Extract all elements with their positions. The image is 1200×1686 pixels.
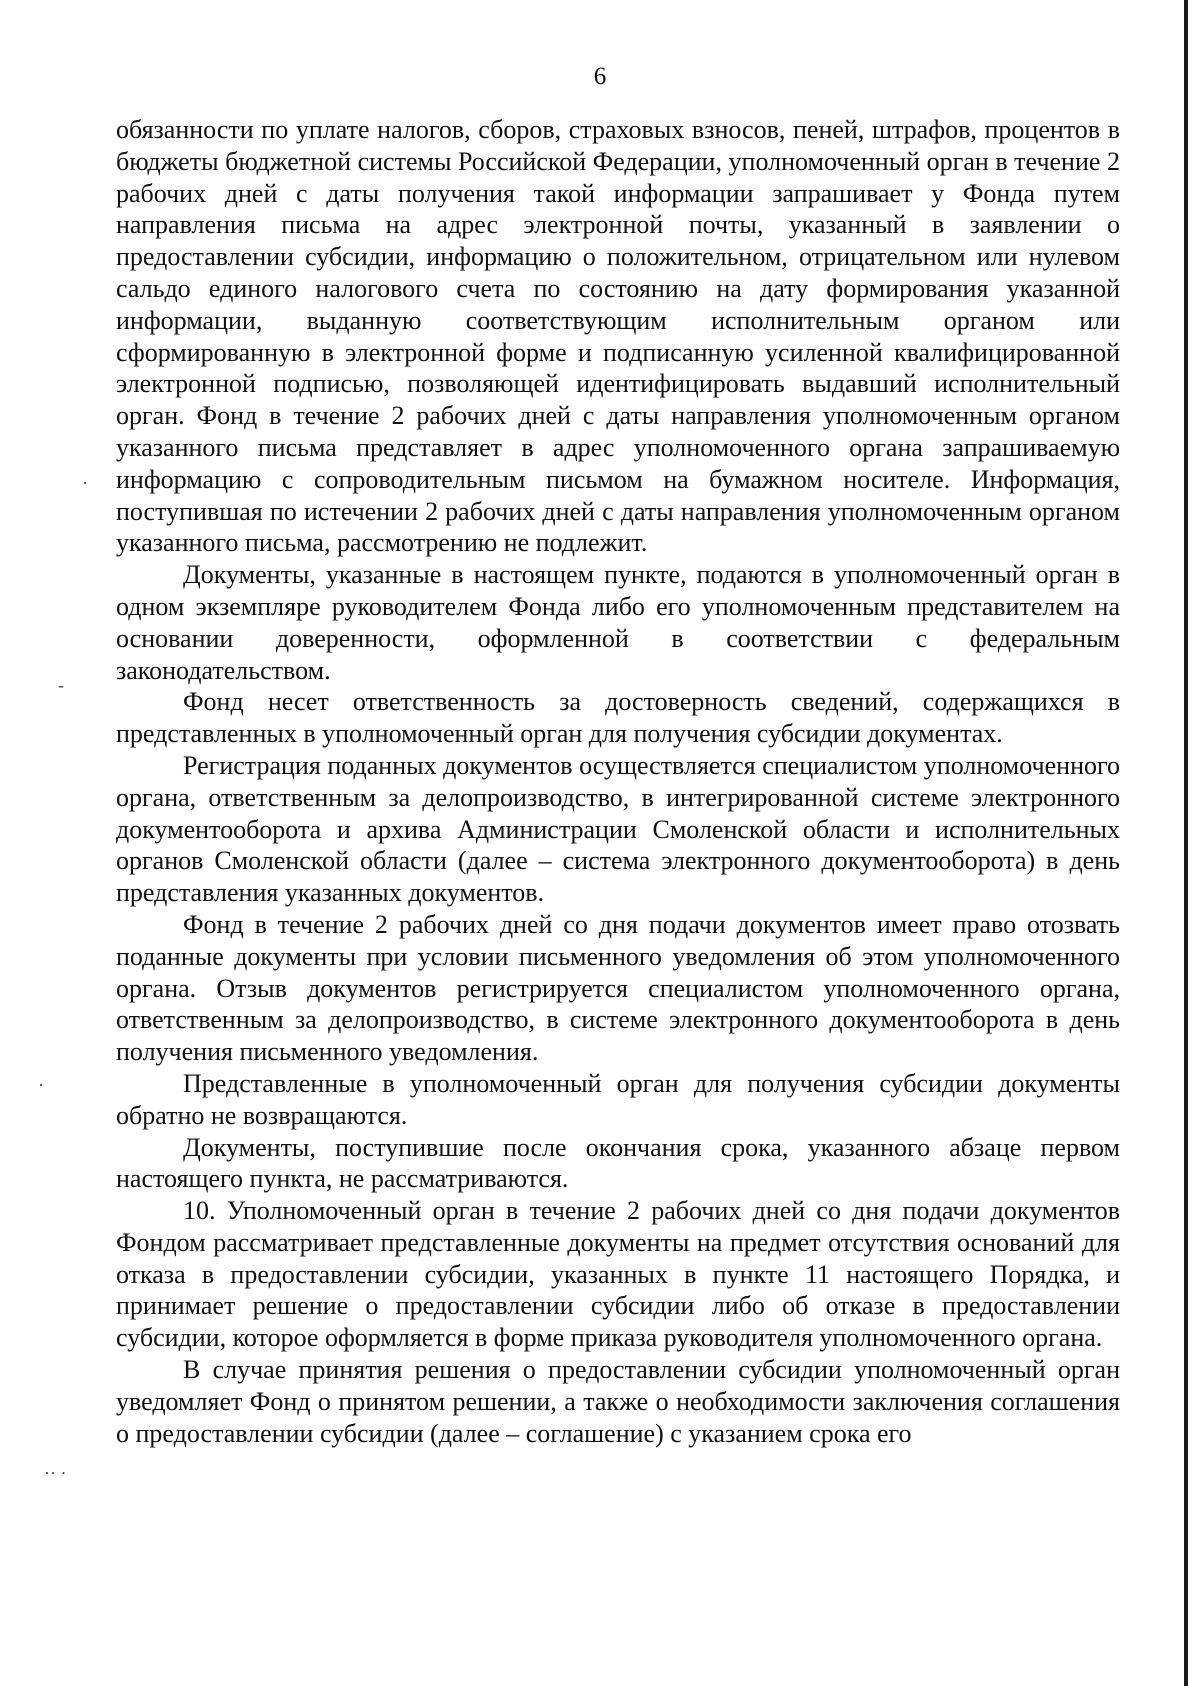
scan-edge-line [1184, 0, 1188, 1686]
paragraph-6: Представленные в уполномоченный орган для получения субсидии документы обратно не возвращаются. [116, 1068, 1120, 1130]
paragraph-1: обязанности по уплате налогов, сборов, страховых взносов, пеней, штрафов, процентов в бюджеты бюджетной системы Российской Федерации, уполномоченный орган в течение 2 рабочих дней с даты получения такой информации запрашивает у Фонда путем направления письма на адрес электронной почты, указанный в заявлении о предоставлении субсидии, информацию о положительном, отрицательном или нулевом сальдо единого налогового счета по состоянию на дату формирования указанной информации, выданную соответствующим исполнительным органом или сформированную в электронной форме и подписанную усиленной квалифицированной электронной подписью, позволяющей идентифицировать выдавший исполнительный орган. Фонд в течение 2 рабочих дней с даты направления уполномоченным органом указанного письма представляет в адрес уполномоченного органа запрашиваемую информацию с сопроводительным письмом на бумажном носителе. Информация, поступившая по истечении 2 рабочих дней с даты направления уполномоченным органом указанного письма, рассмотрению не подлежит. [116, 115, 1120, 558]
paragraph-2: Документы, указанные в настоящем пункте, подаются в уполномоченный орган в одном экземпляре руководителем Фонда либо его уполномоченным представителем на основании доверенности, оформленной в соответствии с федеральным законодательством. [116, 560, 1120, 685]
scan-speck: · [82, 473, 88, 493]
paragraph-3: Фонд несет ответственность за достоверность сведений, содержащихся в представленных в уполномоченный орган для получения субсидии документах. [116, 687, 1120, 749]
paragraph-7: Документы, поступившие после окончания срока, указанного абзаце первом настоящего пункта, не рассматриваются. [116, 1132, 1120, 1194]
paragraph-5: Фонд в течение 2 рабочих дней со дня подачи документов имеет право отозвать поданные документы при условии письменного уведомления об этом уполномоченного органа. Отзыв документов регистрируется специалистом уполномоченного органа, ответственным за делопроизводство, в системе электронного документооборота в день получения письменного уведомления. [116, 909, 1120, 1067]
scan-speck: · [38, 1075, 44, 1095]
paragraph-9: В случае принятия решения о предоставлении субсидии уполномоченный орган уведомляет Фонд о принятом решении, а также о необходимости заключения соглашения о предоставлении субсидии (далее – соглашение) с указанием срока его [116, 1355, 1120, 1448]
scan-speck: ·· · [44, 1463, 67, 1483]
scan-speck: - [58, 675, 64, 695]
document-body [116, 114, 1120, 1449]
paragraph-8: 10. Уполномоченный орган в течение 2 рабочих дней со дня подачи документов Фондом рассматривает представленные документы на предмет отсутствия оснований для отказа в предоставлении субсидии, указанных в пункте 11 настоящего Порядка, и принимает решение о предоставлении субсидии либо об отказе в предоставлении субсидии, которое оформляется в форме приказа руководителя уполномоченного органа. [116, 1196, 1120, 1353]
page-number: 6 [593, 63, 607, 90]
paragraph-4: Регистрация поданных документов осуществляется специалистом уполномоченного органа, ответственным за делопроизводство, в интегрированной системе электронного документооборота и архива Администрации Смоленской области и исполнительных органов Смоленской области (далее – система электронного документооборота) в день представления указанных документов. [116, 750, 1120, 908]
